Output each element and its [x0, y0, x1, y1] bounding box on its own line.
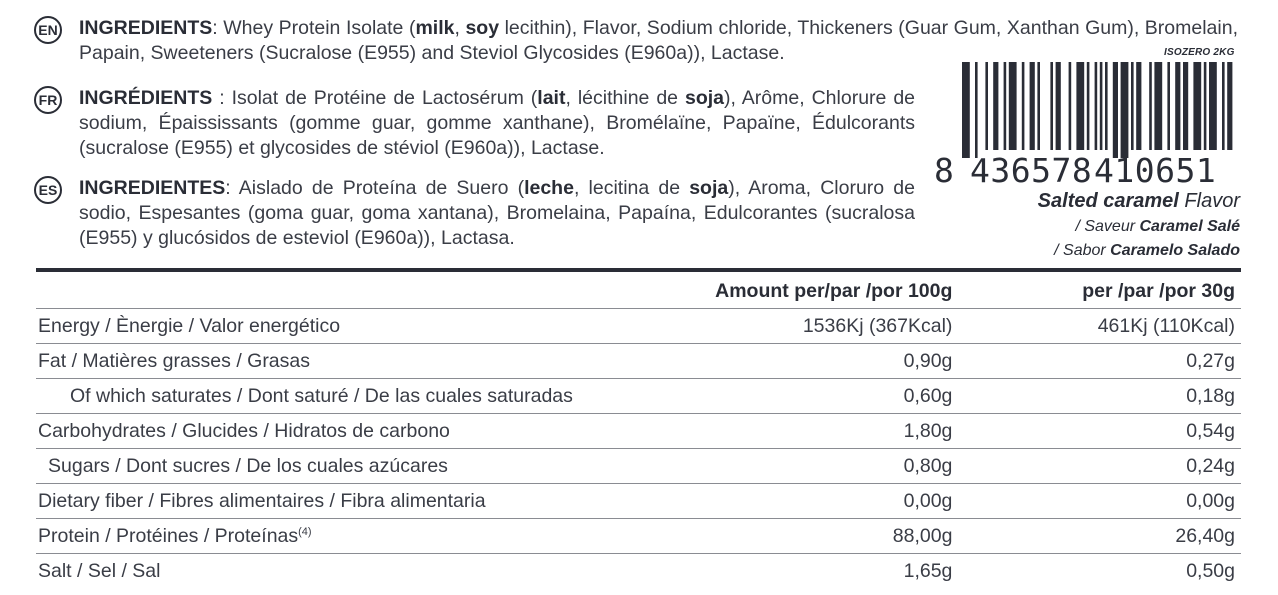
badge-label: EN — [38, 22, 58, 38]
barcode-bar — [1167, 62, 1170, 150]
barcode-bar — [1095, 62, 1098, 150]
barcode-bar — [1136, 62, 1141, 150]
language-badge-fr — [34, 86, 62, 114]
value-per-30g: 0,00g — [952, 484, 1241, 519]
barcode-bar — [1154, 62, 1162, 150]
flavor-name: Caramelo Salado — [1110, 242, 1240, 259]
allergen: leche — [524, 177, 574, 199]
barcode-bar — [1149, 62, 1152, 150]
barcode-bar — [1087, 62, 1090, 150]
nutrient-label: Energy / Ènergie / Valor energético — [36, 309, 611, 344]
language-badge-en — [34, 16, 62, 44]
ingredients-text: , — [454, 17, 466, 39]
barcode-group-left: 436578 — [970, 151, 1093, 190]
allergen: soja — [689, 177, 729, 199]
allergen: milk — [415, 17, 455, 39]
barcode-bar — [1204, 62, 1207, 150]
table-row — [36, 414, 1241, 449]
barcode-bar — [1004, 62, 1007, 150]
table-row — [36, 554, 1241, 589]
barcode-bar — [1131, 62, 1134, 150]
barcode-bar — [1183, 62, 1188, 150]
nutrition-table — [36, 274, 1241, 588]
barcode-bar — [1100, 62, 1103, 150]
barcode-bar — [1227, 62, 1232, 150]
ingredients-text: : Aislado de Proteína de Suero ( — [225, 177, 525, 199]
ingredients-text: lecithin), Flavor, Sodium chloride, Thickeners (Guar Gum, Xanthan Gum), Bromelain, Papain, Sweeteners (Sucralose (E955) and Steviol Glycosides (E960a)), Lactase. — [79, 17, 1238, 64]
flavor-fr — [1075, 218, 1240, 236]
barcode-bar — [1056, 62, 1061, 150]
value-per-100g: 1536Kj (367Kcal) — [611, 309, 952, 344]
barcode-bar — [1030, 62, 1035, 150]
value-per-100g: 0,90g — [611, 344, 952, 379]
value-per-30g: 0,54g — [952, 414, 1241, 449]
ingredients-text: ), Arôme, Chlorure de sodium, Épaississants (gomme guar, gomme xanthane), Bromélaïne, Papaïne, Édulcorants (sucralose (E955) et glycosides de stéviol (E960a)), Lactase. — [79, 87, 916, 159]
barcode-bar — [962, 62, 970, 158]
ingredients-text: : Isolat de Protéine de Lactosérum ( — [212, 87, 538, 109]
badge-label: FR — [38, 92, 58, 108]
barcode-bar — [1121, 62, 1129, 158]
barcode-bar — [1009, 62, 1017, 150]
barcode-bar — [1069, 62, 1072, 150]
barcode-bar — [985, 62, 988, 150]
barcode-bar — [975, 62, 978, 158]
barcode-bar — [1175, 62, 1180, 150]
value-per-100g: 0,00g — [611, 484, 952, 519]
table-row — [36, 449, 1241, 484]
value-per-100g: 0,60g — [611, 379, 952, 414]
value-per-30g: 0,24g — [952, 449, 1241, 484]
ingredients-heading: INGREDIENTS — [79, 17, 213, 39]
language-badge-es — [34, 176, 62, 204]
table-row — [36, 484, 1241, 519]
ingredients-heading: INGREDIENTES — [79, 177, 226, 199]
flavor-prefix: / Saveur — [1075, 218, 1140, 235]
nutrient-label: Of which saturates / Dont saturé / De las cuales saturadas — [36, 379, 611, 414]
header-per-100g: Amount per/par /por 100g — [611, 274, 952, 309]
nutrient-label-cell — [36, 519, 611, 554]
allergen: soy — [465, 17, 500, 39]
table-row — [36, 344, 1241, 379]
table-row — [36, 519, 1241, 554]
barcode-bar — [1193, 62, 1201, 150]
value-per-100g: 1,80g — [611, 414, 952, 449]
ingredients-text: , lecitina de — [573, 177, 690, 199]
barcode-bar — [1105, 62, 1108, 150]
flavor-en — [1038, 190, 1240, 213]
barcode-bar — [1076, 62, 1084, 150]
product-code: ISOZERO 2KG — [1164, 47, 1235, 58]
allergen: soja — [684, 87, 725, 109]
nutrient-label: Carbohydrates / Glucides / Hidratos de carbono — [36, 414, 611, 449]
ingredients-text: ), Aroma, Cloruro de sodio, Espesantes (goma guar, goma xantana), Bromelaina, Papaína, Edulcorantes (sucralosa (E955) y glucósidos de esteviol (E960a)), Lactasa. — [79, 177, 915, 249]
flavor-es — [1054, 242, 1240, 260]
value-per-30g: 0,18g — [952, 379, 1241, 414]
value-per-100g: 0,80g — [611, 449, 952, 484]
flavor-prefix: / Sabor — [1054, 242, 1111, 259]
flavor-suffix: Flavor — [1178, 190, 1240, 212]
nutrient-label: Protein / Protéines / Proteínas — [38, 524, 299, 547]
value-per-30g: 0,27g — [952, 344, 1241, 379]
ingredients-es — [79, 176, 915, 251]
flavor-name: Caramel Salé — [1139, 218, 1240, 235]
flavor-name: Salted caramel — [1037, 190, 1179, 212]
barcode-bar — [1037, 62, 1040, 150]
barcode-group-right: 410651 — [1094, 151, 1217, 190]
ingredients-text: : Whey Protein Isolate ( — [212, 17, 416, 39]
barcode-bar — [1222, 62, 1225, 150]
allergen: lait — [537, 87, 566, 109]
value-per-100g: 1,65g — [903, 559, 953, 582]
nutrient-label: Dietary fiber / Fibres alimentaires / Fibra alimentaria — [36, 484, 611, 519]
ingredients-text: , lécithine de — [565, 87, 685, 109]
table-row — [36, 309, 1241, 344]
barcode-bar — [1050, 62, 1053, 150]
barcode-bar — [993, 62, 998, 150]
barcode-bar — [1209, 62, 1217, 150]
table-row — [36, 379, 1241, 414]
nutrient-label: Sugars / Dont sucres / De los cuales azúcares — [36, 449, 611, 484]
badge-label: ES — [38, 182, 58, 198]
header-per-30g: per /par /por 30g — [952, 274, 1241, 309]
ingredients-heading: INGRÉDIENTS — [79, 87, 213, 109]
footnote-marker: (4) — [298, 525, 312, 538]
barcode-digit-first: 8 — [934, 151, 955, 190]
barcode — [934, 62, 1239, 158]
header-nutrient — [36, 274, 611, 309]
value-per-100g: 88,00g — [611, 519, 952, 554]
table-header-row — [36, 274, 1241, 309]
nutrient-label: Fat / Matières grasses / Grasas — [36, 344, 611, 379]
barcode-bar — [1113, 62, 1118, 158]
value-per-30g: 461Kj (110Kcal) — [952, 309, 1241, 344]
value-per-30g: 26,40g — [952, 519, 1241, 554]
nutrient-label: Salt / Sel / Sal — [38, 559, 161, 582]
barcode-bar — [1022, 62, 1025, 150]
ingredients-fr — [79, 86, 915, 161]
table-top-rule — [36, 268, 1241, 272]
ingredients-en — [79, 16, 1238, 66]
value-per-30g: 0,50g — [1186, 559, 1235, 582]
